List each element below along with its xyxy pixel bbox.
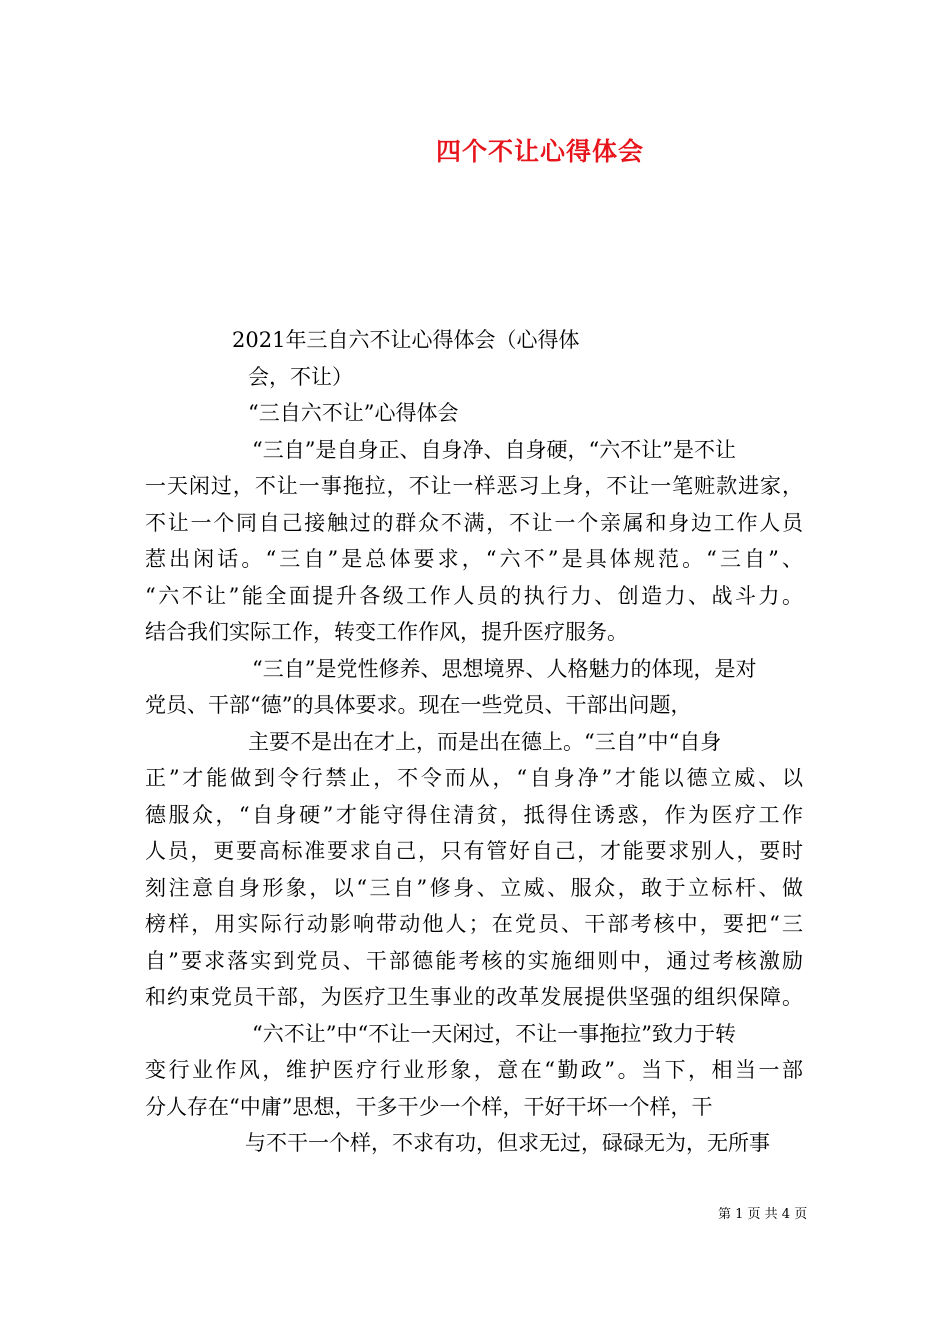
text-line: 德服众，“自身硬”才能守得住清贫，抵得住诱惑，作为医疗工作 [145, 803, 803, 827]
text-line: 分人存在“中庸”思想，干多干少一个样，干好干坏一个样，干 [145, 1095, 713, 1119]
page-number: 第 1 页 共 4 页 [718, 1207, 808, 1222]
text-line: 榜样，用实际行动影响带动他人；在党员、干部考核中，要把“三 [145, 912, 803, 936]
text-line: “六不让”能全面提升各级工作人员的执行力、创造力、战斗力。 [145, 584, 803, 608]
text-line: “三自六不让”心得体会 [248, 401, 459, 425]
text-line: 人员，更要高标准要求自己，只有管好自己，才能要求别人，要时 [145, 839, 803, 863]
text-line: 党员、干部“德”的具体要求。现在一些党员、干部出问题， [145, 693, 692, 717]
text-line: 惹出闲话。“三自”是总体要求，“六不”是具体规范。“三自”、 [145, 547, 803, 571]
document-title: 四个不让心得体会 [435, 137, 644, 166]
text-line: 2021年三自六不让心得体会（心得体 [232, 328, 580, 352]
text-line: “六不让”中“不让一天闲过，不让一事拖拉”致力于转 [252, 1022, 736, 1046]
text-line: 自”要求落实到党员、干部德能考核的实施细则中，通过考核激励 [145, 949, 803, 973]
text-line: “三自”是自身正、自身净、自身硬，“六不让”是不让 [252, 438, 736, 462]
text-line: 不让一个同自己接触过的群众不满，不让一个亲属和身边工作人员 [145, 511, 803, 535]
text-line: 与不干一个样，不求有功，但求无过，碌碌无为，无所事 [245, 1131, 770, 1155]
text-line: 正”才能做到令行禁止，不令而从，“自身净”才能以德立威、以 [145, 766, 803, 790]
text-line: “三自”是党性修养、思想境界、人格魅力的体现，是对 [252, 657, 757, 681]
text-line: 会，不让） [248, 365, 353, 389]
text-line: 变行业作风，维护医疗行业形象，意在“勤政”。当下，相当一部 [145, 1058, 803, 1082]
text-line: 主要不是出在才上，而是出在德上。“三自”中“自身 [248, 730, 722, 754]
text-line: 和约束党员干部，为医疗卫生事业的改革发展提供坚强的组织保障。 [145, 985, 803, 1009]
text-line: 刻注意自身形象，以“三自”修身、立威、服众，敢于立标杆、做 [145, 876, 803, 900]
text-line: 一天闲过，不让一事拖拉，不让一样恶习上身，不让一笔赃款进家， [145, 474, 803, 498]
text-line: 结合我们实际工作，转变工作作风，提升医疗服务。 [145, 620, 628, 644]
